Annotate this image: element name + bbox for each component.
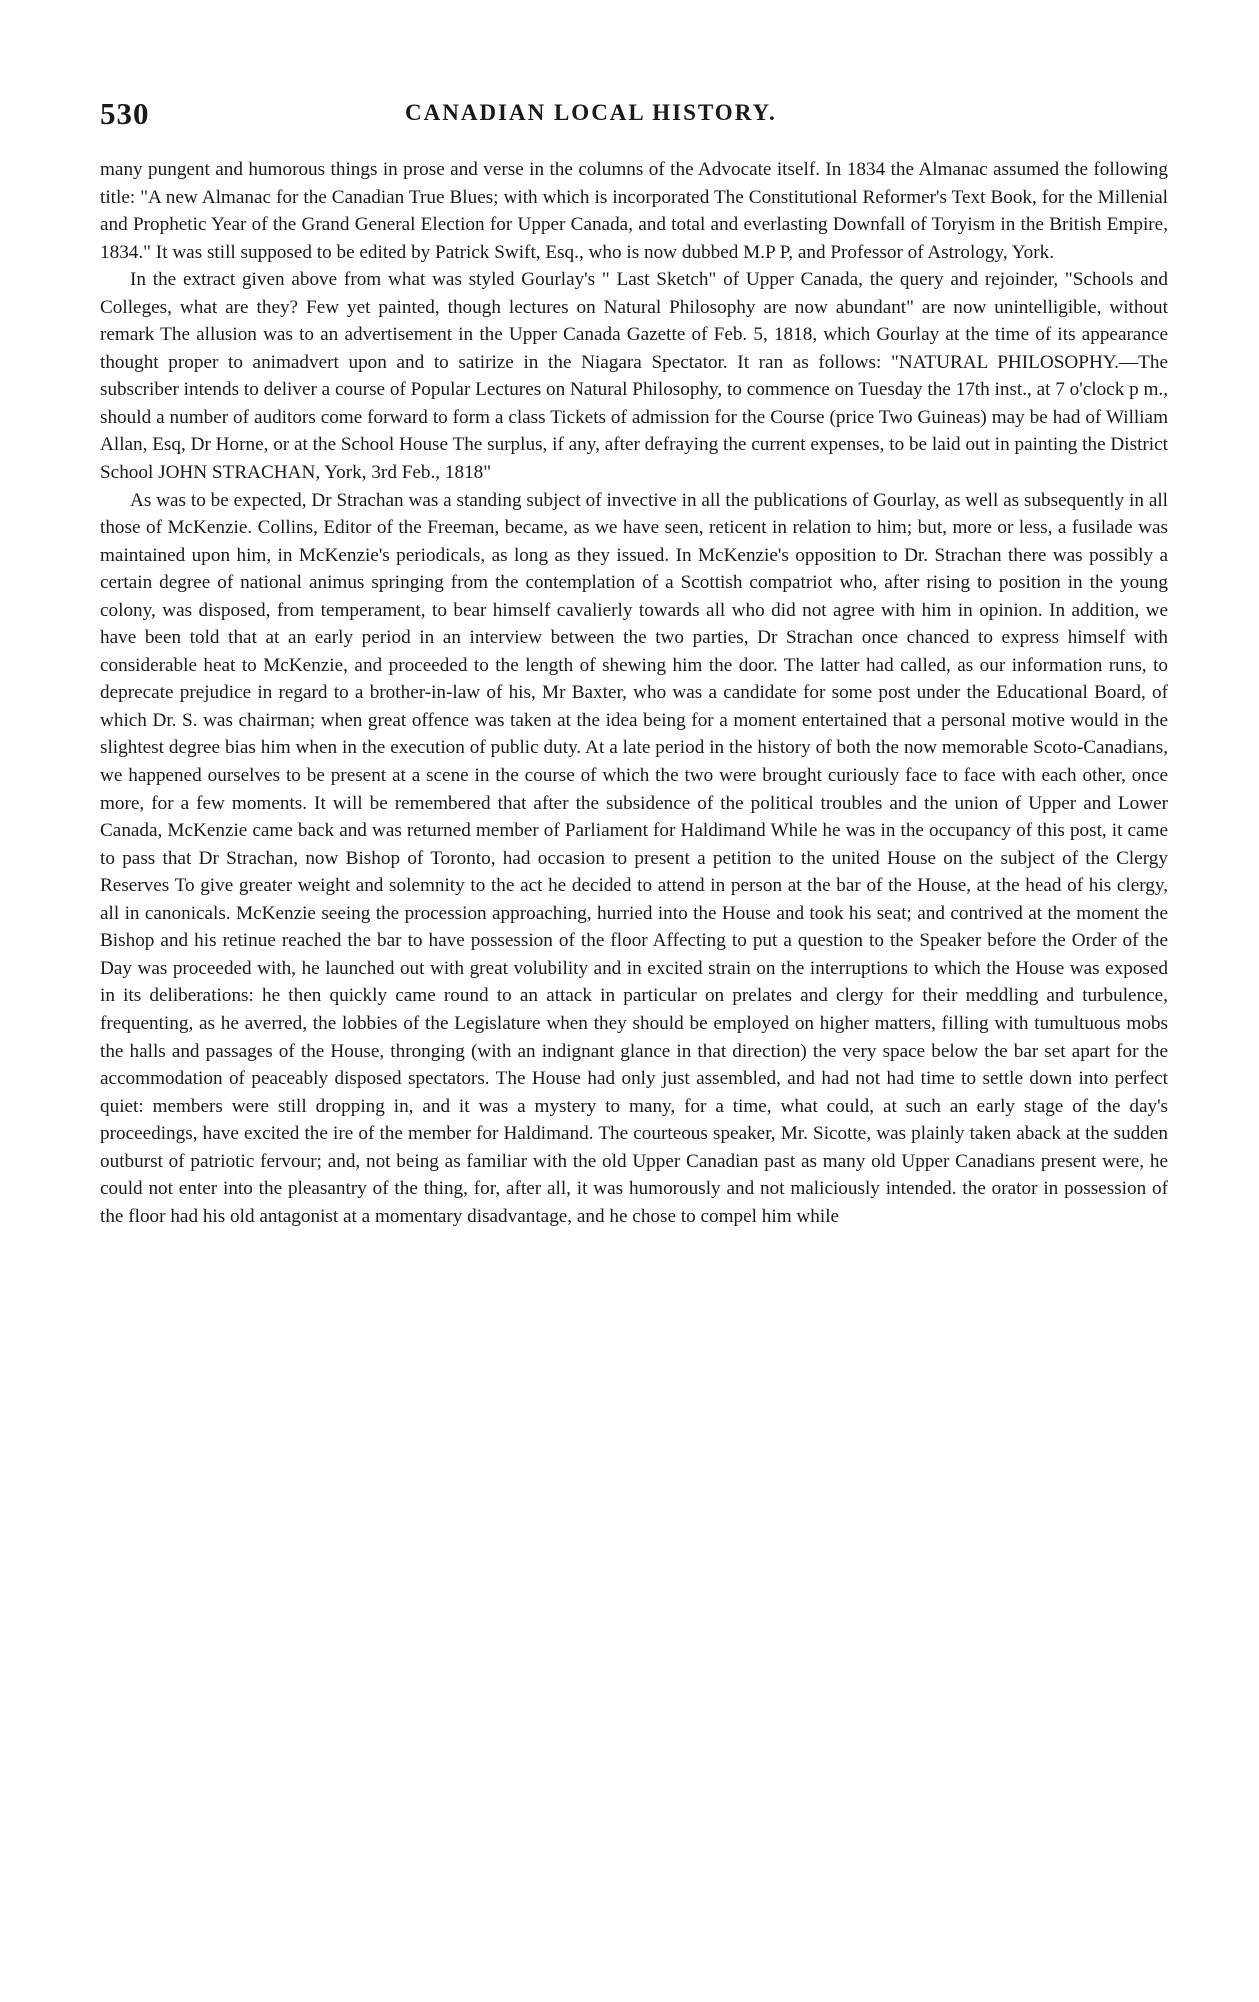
book-page [100, 96, 1168, 1230]
paragraph-1: many pungent and humorous things in prose and verse in the columns of the Advocate itself. In 1834 the Almanac assumed the following title: "A new Almanac for the Canadian True Blues; with which is incorporated The Constitutional Reformer's Text Book, for the Millenial and Prophetic Year of the Grand General Election for Upper Canada, and total and everlasting Downfall of Toryism in the British Empire, 1834." It was still supposed to be edited by Patrick Swift, Esq., who is now dubbed M.P P, and Professor of Astrology, York. [100, 159, 1168, 263]
running-title: CANADIAN LOCAL HISTORY. [405, 100, 777, 125]
paragraph-2: In the extract given above from what was styled Gourlay's " Last Sketch" of Upper Canada, the query and rejoinder, "Schools and Colleges, what are they? Few yet painted, though lectures on Natural Philosophy are now abundant" are now unintelligible, without remark The allusion was to an advertisement in the Upper Canada Gazette of Feb. 5, 1818, which Gourlay at the time of its appearance thought proper to animadvert upon and to satirize in the Niagara Spectator. It ran as follows: "NATURAL PHILOSOPHY.—The subscriber intends to deliver a course of Popular Lectures on Natural Philosophy, to commence on Tuesday the 17th inst., at 7 o'clock p m., should a number of auditors come forward to form a class Tickets of admission for the Course (price Two Guineas) may be had of William Allan, Esq, Dr Horne, or at the School House The surplus, if any, after defraying the current expenses, to be laid out in painting the District School JOHN STRACHAN, York, 3rd Feb., 1818" [100, 269, 1168, 484]
running-head [100, 96, 1168, 140]
page-number: 530 [100, 96, 150, 131]
body-text [100, 156, 1168, 1230]
paragraph-3: As was to be expected, Dr Strachan was a standing subject of invective in all the publications of Gourlay, as well as subsequently in all those of McKenzie. Collins, Editor of the Freeman, became, as we have seen, reticent in relation to him; but, more or less, a fusilade was maintained upon him, in McKenzie's periodicals, as long as they issued. In McKenzie's opposition to Dr. Strachan there was possibly a certain degree of national animus springing from the contemplation of a Scottish compatriot who, after rising to position in the young colony, was disposed, from temperament, to bear himself cavalierly towards all who did not agree with him in opinion. In addition, we have been told that at an early period in an interview between the two parties, Dr Strachan once chanced to express himself with considerable heat to McKenzie, and proceeded to the length of shewing him the door. The latter had called, as our information runs, to deprecate prejudice in regard to a brother-in-law of his, Mr Baxter, who was a candidate for some post under the Educational Board, of which Dr. S. was chairman; when great offence was taken at the idea being for a moment entertained that a personal motive would in the slightest degree bias him when in the execution of public duty. At a late period in the history of both the now memorable Scoto-Canadians, we happened ourselves to be present at a scene in the course of which the two were brought curiously face to face with each other, once more, for a few moments. It will be remembered that after the subsidence of the political troubles and the union of Upper and Lower Canada, McKenzie came back and was returned member of Parliament for Haldimand While he was in the occupancy of this post, it came to pass that Dr Strachan, now Bishop of Toronto, had occasion to present a petition to the united House on the subject of the Clergy Reserves To give greater weight and solemnity to the act he decided to attend in person at the bar of the House, at the head of his clergy, all in canonicals. McKenzie seeing the procession approaching, hurried into the House and took his seat; and contrived at the moment the Bishop and his retinue reached the bar to have possession of the floor Affecting to put a question to the Speaker before the Order of the Day was proceeded with, he launched out with great volubility and in excited strain on the interruptions to which the House was exposed in its deliberations: he then quickly came round to an attack in particular on prelates and clergy for their meddling and turbulence, frequenting, as he averred, the lobbies of the Legislature when they should be employed on higher matters, filling with tumultuous mobs the halls and passages of the House, thronging (with an indignant glance in that direction) the very space below the bar set apart for the accommodation of peaceably disposed spectators. The House had only just assembled, and had not had time to settle down into perfect quiet: members were still dropping in, and it was a mystery to many, for a time, what could, at such an early stage of the day's proceedings, have excited the ire of the member for Haldimand. The courteous speaker, Mr. Sicotte, was plainly taken aback at the sudden outburst of patriotic fervour; and, not being as familiar with the old Upper Canadian past as many old Upper Canadians present were, he could not enter into the pleasantry of the thing, for, after all, it was humorously and not maliciously intended. the orator in possession of the floor had his old antagonist at a momentary disadvantage, and he chose to compel him while [100, 489, 1168, 1227]
